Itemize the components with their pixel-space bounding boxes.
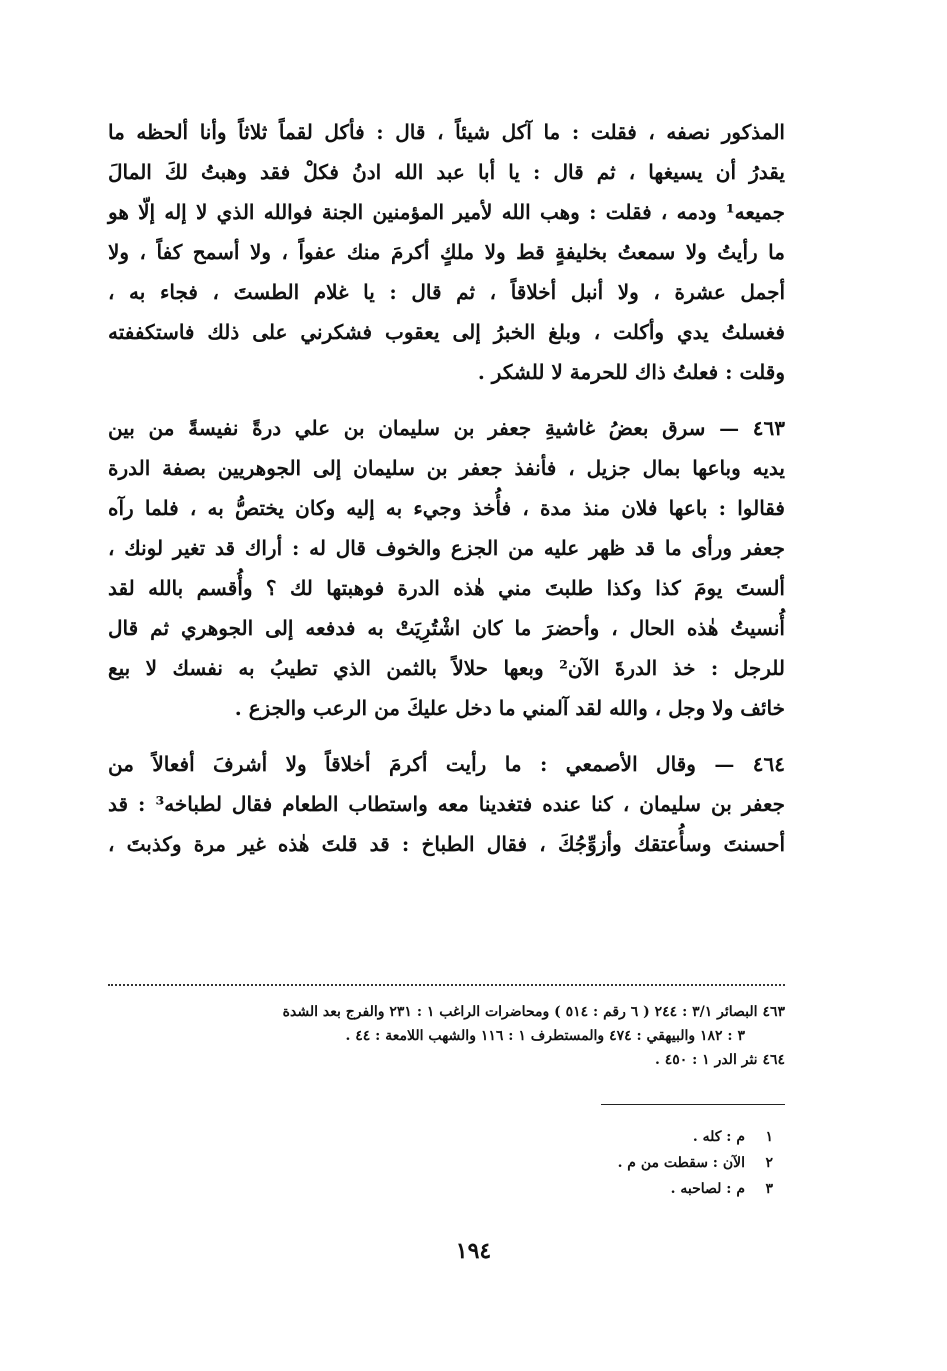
source-number: ٤٦٣ bbox=[762, 1004, 785, 1020]
text-line: ما رأيتُ ولا سمعتُ بخليفةٍ قط ولا ملكٍ أكرمَ منك عفواً ، ولا أسمح كفاً ، ولا bbox=[108, 240, 785, 264]
sources-section bbox=[108, 1000, 785, 1072]
text-line bbox=[108, 408, 785, 448]
paragraph-continued bbox=[108, 112, 785, 392]
text-segment: — وقال الأصمعي : ما رأيت أكرمَ أخلاقاً ولا أشرفَ أفعالاً من bbox=[108, 752, 735, 776]
page-number: ١٩٤ bbox=[455, 1238, 492, 1264]
text-line: للرجل : خذ الدرةَ الآن² وبعها حلالاً بالثمن الذي تطيبُ به نفسك لا بيع bbox=[108, 656, 785, 680]
footnote-number: ٢ bbox=[765, 1155, 773, 1171]
source-number: ٤٦٤ bbox=[762, 1052, 785, 1068]
text-segment: — سرق بعضُ غاشيةِ جعفر بن سليمان بن علي درةً نفيسةً من بين bbox=[108, 416, 740, 440]
footnote-separator bbox=[601, 1104, 785, 1105]
footnote bbox=[618, 1124, 773, 1150]
dotted-separator bbox=[108, 984, 785, 986]
footnote-number: ١ bbox=[765, 1129, 773, 1145]
footnote bbox=[618, 1176, 773, 1202]
footnote-number: ٣ bbox=[765, 1181, 773, 1197]
text-line: خائف ولا وجل ، والله لقد آلمني ما دخل عليكَ من الرعب والجزع . bbox=[234, 696, 785, 720]
text-line bbox=[108, 744, 785, 784]
footnote-text: م : لصاحبه . bbox=[670, 1181, 745, 1197]
entry-number: ٤٦٤ bbox=[752, 752, 785, 776]
main-text bbox=[108, 112, 785, 864]
source-entry-463 bbox=[108, 1000, 785, 1024]
text-line: وقلت : فعلتُ ذاك للحرمة لا للشكر . bbox=[477, 360, 785, 384]
text-line: يقدرُ أن يسيغها ، ثم قال : يا أبا عبد الله ادنُ فكلْ فقد وهبتُ لكَ المالَ bbox=[108, 160, 785, 184]
text-line: فقالوا : باعها فلان منذ مدة ، فأُخذ وجيء به إليه وكان يختصُّ به ، فلما رآه bbox=[108, 496, 785, 520]
footnote bbox=[618, 1150, 773, 1176]
text-line: المذكور نصفه ، فقلت : ما آكل شيئاً ، قال : فأكل لقماً ثلاثاً وأنا ألحظه ما bbox=[108, 120, 785, 144]
source-entry-464 bbox=[108, 1048, 785, 1072]
text-line: جعفر ورأى ما قد ظهر عليه من الجزع والخوف قال له : أراك قد تغير لونك ، bbox=[108, 536, 785, 560]
text-line: فغسلتُ يدي وأكلت ، وبلغ الخبرُ إلى يعقوب فشكرني على ذلك فاستكففته bbox=[108, 320, 785, 344]
footnote-text: م : كله . bbox=[692, 1129, 745, 1145]
text-line: يديه وباعها بمال جزيل ، فأنفذ جعفر بن سليمان إلى الجوهريين بصفة الدرة bbox=[108, 456, 785, 480]
entry-number: ٤٦٣ bbox=[752, 416, 786, 440]
text-line: ألستَ يومَ كذا وكذا طلبتَ مني هٰذه الدرة فوهبتها لك ؟ وأُقسم بالله لقد bbox=[108, 576, 785, 600]
footnotes bbox=[618, 1124, 773, 1202]
source-text: نثر الدر ١ : ٤٥٠ . bbox=[654, 1052, 758, 1068]
source-text: ٣ : ١٨٢ والبيهقي : ٤٧٤ والمستطرف ١ : ١١٦ والشهب اللامعة : ٤٤ . bbox=[345, 1028, 745, 1044]
text-line: أُنسيتُ هٰذه الحال ، وأحضرَ ما كان اشْتُرِيَتْ به فدفعه إلى الجوهري ثم قال bbox=[108, 616, 785, 640]
source-entry-463-continued bbox=[108, 1024, 785, 1048]
text-line: أجمل عشرة ، ولا أنبل أخلاقاً ، ثم قال : يا غلام الطستَ ، فجاء به ، bbox=[108, 280, 785, 304]
footnote-text: الآن : سقطت من م . bbox=[617, 1155, 745, 1171]
text-line: أحسنتَ وسأُعتقك وأزوِّجُكَ ، فقال الطباخ : قد قلتَ هٰذه غير مرة وكذبتَ ، bbox=[108, 832, 785, 856]
source-text: البصائر ٣/١ : ٢٤٤ ( ٦ رقم : ٥١٤ ) ومحاضرات الراغب ١ : ٢٣١ والفرج بعد الشدة bbox=[282, 1004, 758, 1020]
paragraph-463 bbox=[108, 408, 785, 728]
text-line: جميعه¹ ودمه ، فقلت : وهب الله لأمير المؤمنين الجنة فوالله الذي لا إله إلّا هو bbox=[108, 200, 785, 224]
paragraph-464 bbox=[108, 744, 785, 864]
text-line: جعفر بن سليمان ، كنا عنده فتغدينا معه واستطاب الطعام فقال لطباخه³ : قد bbox=[108, 792, 785, 816]
